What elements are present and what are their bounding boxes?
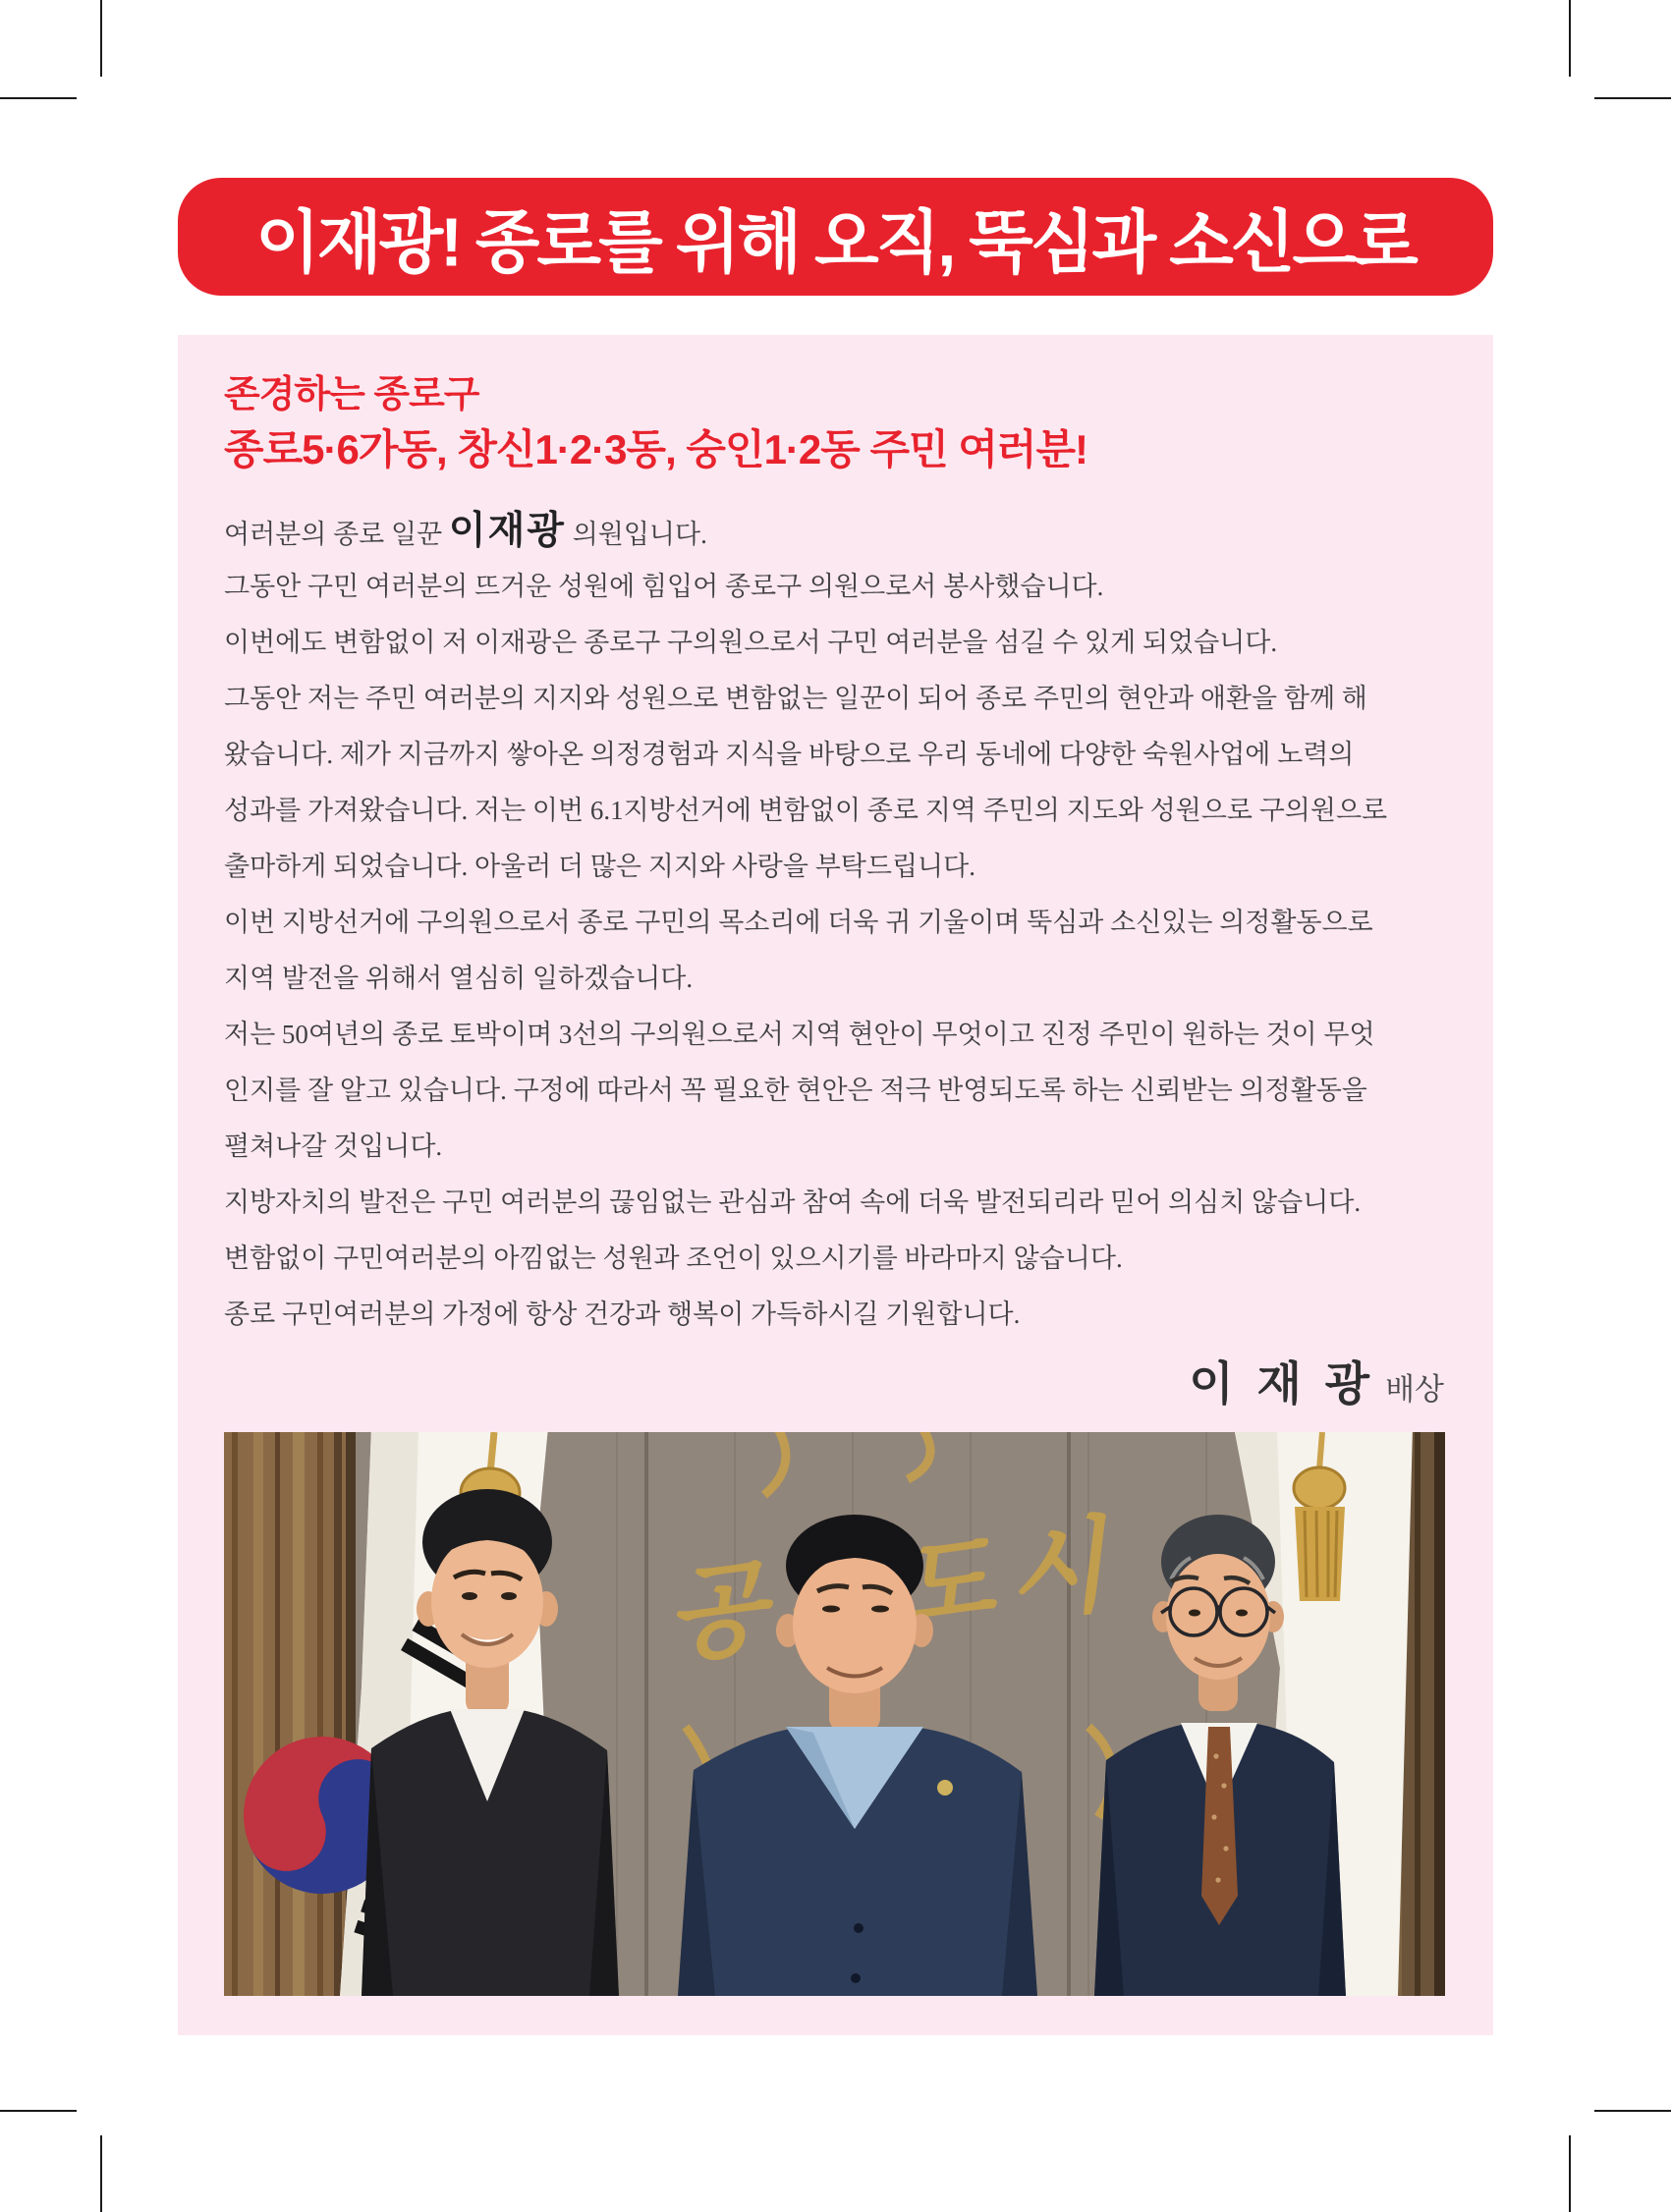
- letter-line: 저는 50여년의 종로 토박이며 3선의 구의원으로서 지역 현안이 무엇이고 진정 주민이 원하는 것이 무엇: [224, 1020, 1375, 1049]
- letter-intro-line: [224, 503, 1462, 559]
- group-photo: [224, 1432, 1445, 1996]
- letter-line: 지방자치의 발전은 구민 여러분의 끊임없는 관심과 참여 속에 더욱 발전되리라 믿어 의심치 않습니다.: [224, 1188, 1362, 1217]
- crop-mark: [100, 0, 102, 77]
- signature-name: 이 재 광: [1189, 1359, 1376, 1410]
- greeting-line1: 존경하는 종로구: [224, 374, 479, 415]
- crop-mark: [1569, 0, 1571, 77]
- letter-line: 종로 구민여러분의 가정에 항상 건강과 행복이 가득하시길 기원합니다.: [224, 1300, 1021, 1329]
- group-photo-canvas: [224, 1432, 1445, 1996]
- letter-line: 펼쳐나갈 것입니다.: [224, 1132, 443, 1161]
- intro-prefix: 여러분의 종로 일꾼: [224, 520, 449, 549]
- title-banner: [178, 178, 1493, 296]
- lapel-pin: [937, 1780, 953, 1796]
- left-wood-panel: [224, 1432, 356, 1996]
- crop-mark: [0, 2110, 77, 2112]
- crop-mark: [100, 2135, 102, 2212]
- letter-line: 성과를 가져왔습니다. 저는 이번 6.1지방선거에 변함없이 종로 지역 주민의 지도와 성원으로 구의원으로: [224, 796, 1388, 825]
- letter-line: 왔습니다. 제가 지금까지 쌓아온 의정경험과 지식을 바탕으로 우리 동네에 다양한 숙원사업에 노력의: [224, 740, 1355, 769]
- letter-lines: [224, 559, 1462, 1343]
- letter-line: 이번에도 변함없이 저 이재광은 종로구 구의원으로서 구민 여러분을 섬길 수 있게 되었습니다.: [224, 628, 1278, 657]
- letter-line: 인지를 잘 알고 있습니다. 구정에 따라서 꼭 필요한 현안은 적극 반영되도록 하는 신뢰받는 의정활동을: [224, 1076, 1367, 1105]
- person-left-face: [431, 1534, 543, 1668]
- candidate-name: 이재광: [448, 510, 566, 552]
- banner-text: 이재광! 종로를 위해 오직, 뚝심과 소신으로: [255, 203, 1416, 281]
- letter-line: 이번 지방선거에 구의원으로서 종로 구민의 목소리에 더욱 귀 기울이며 뚝심과 소신있는 의정활동으로: [224, 908, 1373, 937]
- crop-mark: [0, 97, 77, 99]
- crop-mark: [1594, 2110, 1671, 2112]
- letter-line: 변함없이 구민여러분의 아낌없는 성원과 조언이 있으시기를 바라마지 않습니다.: [224, 1244, 1123, 1273]
- letter-body: [224, 503, 1462, 1343]
- letter-line: 지역 발전을 위해서 열심히 일하겠습니다.: [224, 964, 694, 993]
- letter-line: 그동안 구민 여러분의 뜨거운 성원에 힘입어 종로구 의원으로서 봉사했습니다.: [224, 572, 1104, 601]
- person-middle-face: [793, 1556, 917, 1693]
- letter-line: 그동안 저는 주민 여러분의 지지와 성원으로 변함없는 일꾼이 되어 종로 주민의 현안과 애환을 함께 해: [224, 684, 1367, 713]
- signature-suffix: 배상: [1385, 1372, 1444, 1407]
- intro-suffix: 의원입니다.: [565, 520, 707, 549]
- crop-mark: [1594, 97, 1671, 99]
- signature: [1189, 1348, 1444, 1410]
- letter-line: 출마하게 되었습니다. 아울러 더 많은 지지와 사랑을 부탁드립니다.: [224, 852, 975, 881]
- greeting-line2: 종로5·6가동, 창신1·2·3동, 숭인1·2동 주민 여러분!: [224, 426, 1088, 472]
- crop-mark: [1569, 2135, 1571, 2212]
